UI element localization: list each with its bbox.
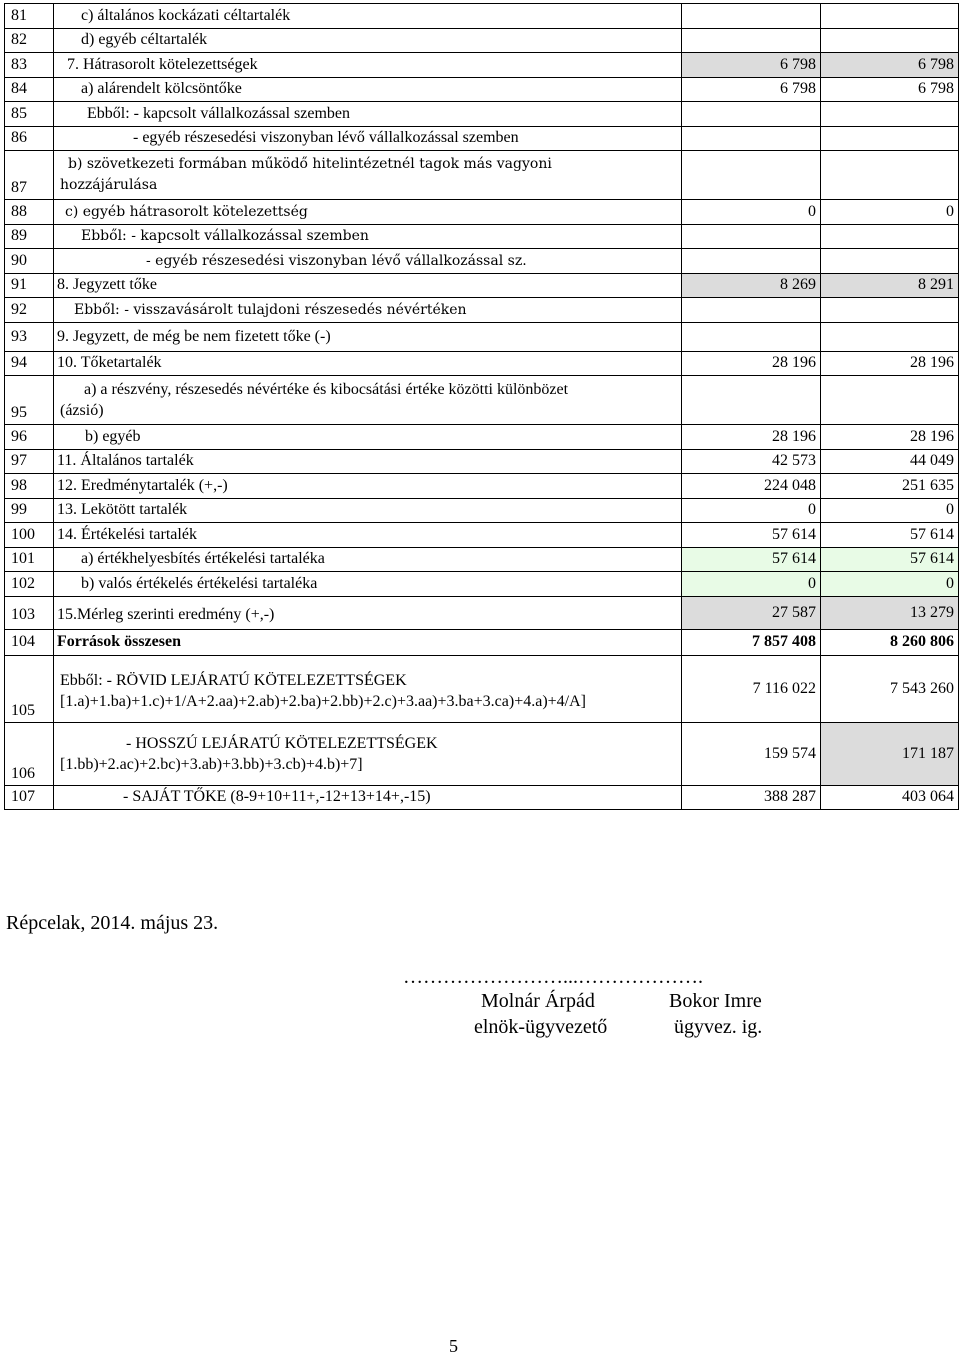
row-description: d) egyéb céltartalék — [54, 28, 682, 53]
table-row — [5, 572, 959, 597]
value-col1: 388 287 — [682, 785, 821, 810]
value-col1: 8 269 — [682, 273, 821, 298]
row-description: b) egyéb — [54, 425, 682, 450]
value-col2 — [821, 102, 959, 127]
table-row — [5, 596, 959, 629]
table-row — [5, 53, 959, 78]
row-description: 7. Hátrasorolt kötelezettségek — [54, 53, 682, 78]
row-number: 106 — [5, 722, 54, 785]
signer2-title: ügyvez. ig. — [674, 1016, 763, 1038]
value-col1: 42 573 — [682, 449, 821, 474]
description-line-1: - HOSSZÚ LEJÁRATÚ KÖTELEZETTSÉGEK — [126, 734, 438, 752]
row-description: c) egyéb hátrasorolt kötelezettség — [54, 200, 682, 225]
value-col1: 224 048 — [682, 474, 821, 499]
table-row — [5, 547, 959, 572]
table-row — [5, 322, 959, 351]
row-number: 104 — [5, 629, 54, 655]
row-number: 99 — [5, 498, 54, 523]
row-description: a) alárendelt kölcsöntőke — [54, 77, 682, 102]
value-col2 — [821, 249, 959, 274]
table-row — [5, 655, 959, 722]
table-row — [5, 273, 959, 298]
value-col1: 159 574 — [682, 722, 821, 785]
row-description: - egyéb részesedési viszonyban lévő vállalkozással sz. — [54, 249, 682, 274]
value-col2: 8 291 — [821, 273, 959, 298]
table-row — [5, 351, 959, 376]
value-col2: 6 798 — [821, 53, 959, 78]
row-number: 103 — [5, 596, 54, 629]
row-number: 92 — [5, 298, 54, 323]
value-col2: 28 196 — [821, 425, 959, 450]
row-description: Ebből: - kapcsolt vállalkozással szemben — [54, 102, 682, 127]
row-number: 83 — [5, 53, 54, 78]
value-col1: 0 — [682, 200, 821, 225]
signer1-title: elnök-ügyvezető — [474, 1016, 608, 1038]
table-row — [5, 376, 959, 425]
table-row — [5, 4, 959, 29]
table-row — [5, 28, 959, 53]
row-description: b) valós értékelés értékelési tartaléka — [54, 572, 682, 597]
value-col1: 28 196 — [682, 351, 821, 376]
value-col1: 6 798 — [682, 53, 821, 78]
row-number: 100 — [5, 523, 54, 548]
row-number: 89 — [5, 224, 54, 249]
row-number: 95 — [5, 376, 54, 425]
table-row — [5, 102, 959, 127]
row-number: 88 — [5, 200, 54, 225]
row-number: 81 — [5, 4, 54, 29]
description-line-2: [1.bb)+2.ac)+2.bc)+3.ab)+3.bb)+3.cb)+4.b)+7] — [60, 755, 363, 773]
table-row — [5, 629, 959, 655]
value-col1: 7 857 408 — [682, 629, 821, 655]
row-description: 11. Általános tartalék — [54, 449, 682, 474]
row-number: 91 — [5, 273, 54, 298]
table-row — [5, 151, 959, 200]
row-number: 90 — [5, 249, 54, 274]
value-col2: 0 — [821, 200, 959, 225]
value-col2: 403 064 — [821, 785, 959, 810]
row-description: 9. Jegyzett, de még be nem fizetett tőke (-) — [54, 322, 682, 351]
value-col1: 57 614 — [682, 547, 821, 572]
value-col2: 171 187 — [821, 722, 959, 785]
table-row — [5, 298, 959, 323]
value-col1 — [682, 224, 821, 249]
row-number: 93 — [5, 322, 54, 351]
table-row — [5, 523, 959, 548]
value-col1 — [682, 102, 821, 127]
value-col2: 57 614 — [821, 523, 959, 548]
row-description: Ebből: - visszavásárolt tulajdoni részesedés névértéken — [54, 298, 682, 323]
row-description — [54, 151, 682, 200]
row-number: 98 — [5, 474, 54, 499]
row-description — [54, 376, 682, 425]
value-col2 — [821, 126, 959, 151]
row-description: 8. Jegyzett tőke — [54, 273, 682, 298]
value-col2 — [821, 224, 959, 249]
value-col2: 8 260 806 — [821, 629, 959, 655]
row-description: 10. Tőketartalék — [54, 351, 682, 376]
row-number: 94 — [5, 351, 54, 376]
row-number: 97 — [5, 449, 54, 474]
value-col2: 6 798 — [821, 77, 959, 102]
row-number: 101 — [5, 547, 54, 572]
row-description: - SAJÁT TŐKE (8-9+10+11+,-12+13+14+,-15) — [54, 785, 682, 810]
value-col2: 251 635 — [821, 474, 959, 499]
value-col2 — [821, 322, 959, 351]
row-number: 102 — [5, 572, 54, 597]
row-description: a) értékhelyesbítés értékelési tartaléka — [54, 547, 682, 572]
row-description — [54, 722, 682, 785]
signer1-name: Molnár Árpád — [481, 990, 595, 1012]
value-col2 — [821, 4, 959, 29]
page-number: 5 — [449, 1336, 458, 1356]
value-col1 — [682, 151, 821, 200]
value-col2: 44 049 — [821, 449, 959, 474]
table-row — [5, 785, 959, 810]
row-description: Források összesen — [54, 629, 682, 655]
row-number: 86 — [5, 126, 54, 151]
description-line-1: b) szövetkezeti formában működő hitelintézetnél tagok más vagyoni — [68, 156, 552, 172]
row-number: 107 — [5, 785, 54, 810]
value-col2: 28 196 — [821, 351, 959, 376]
row-description: Ebből: - kapcsolt vállalkozással szemben — [54, 224, 682, 249]
description-line-1: a) a részvény, részesedés névértéke és kibocsátási értéke közötti különbözet — [84, 381, 569, 398]
value-col2: 0 — [821, 572, 959, 597]
description-line-2: hozzájárulása — [60, 177, 158, 193]
description-line-1: Ebből: - RÖVID LEJÁRATÚ KÖTELEZETTSÉGEK — [60, 671, 407, 689]
place-and-date: Répcelak, 2014. május 23. — [6, 912, 219, 934]
value-col2: 13 279 — [821, 596, 959, 629]
value-col1: 0 — [682, 572, 821, 597]
value-col1 — [682, 322, 821, 351]
table-row — [5, 249, 959, 274]
row-description: - egyéb részesedési viszonyban lévő vállalkozással szemben — [54, 126, 682, 151]
value-col2: 0 — [821, 498, 959, 523]
row-description: 14. Értékelési tartalék — [54, 523, 682, 548]
value-col1 — [682, 4, 821, 29]
value-col1 — [682, 249, 821, 274]
table-row — [5, 77, 959, 102]
signer2-name: Bokor Imre — [669, 990, 762, 1012]
table-row — [5, 449, 959, 474]
description-line-2: [1.a)+1.ba)+1.c)+1/A+2.aa)+2.ab)+2.ba)+2.bb)+2.c)+3.aa)+3.ba+3.ca)+4.a)+4/A] — [60, 692, 586, 710]
value-col1: 57 614 — [682, 523, 821, 548]
value-col2: 7 543 260 — [821, 655, 959, 722]
value-col1 — [682, 376, 821, 425]
value-col1 — [682, 298, 821, 323]
table-row — [5, 126, 959, 151]
description-line-2: (ázsió) — [60, 402, 104, 419]
value-col1 — [682, 126, 821, 151]
row-description: 13. Lekötött tartalék — [54, 498, 682, 523]
table-row — [5, 722, 959, 785]
table-row — [5, 425, 959, 450]
row-number: 85 — [5, 102, 54, 127]
row-number: 87 — [5, 151, 54, 200]
row-description — [54, 655, 682, 722]
value-col1 — [682, 28, 821, 53]
value-col1: 0 — [682, 498, 821, 523]
row-number: 96 — [5, 425, 54, 450]
value-col1: 27 587 — [682, 596, 821, 629]
value-col2 — [821, 376, 959, 425]
row-number: 84 — [5, 77, 54, 102]
table-row — [5, 200, 959, 225]
row-description: 15.Mérleg szerinti eredmény (+,-) — [54, 596, 682, 629]
balance-sheet-table — [4, 3, 959, 810]
value-col2: 57 614 — [821, 547, 959, 572]
value-col1: 28 196 — [682, 425, 821, 450]
value-col2 — [821, 28, 959, 53]
row-description: c) általános kockázati céltartalék — [54, 4, 682, 29]
value-col2 — [821, 298, 959, 323]
row-number: 105 — [5, 655, 54, 722]
value-col1: 6 798 — [682, 77, 821, 102]
table-row — [5, 474, 959, 499]
table-row — [5, 498, 959, 523]
table-row — [5, 224, 959, 249]
value-col2 — [821, 151, 959, 200]
signature-line: ……………………...………………. — [403, 966, 703, 988]
value-col1: 7 116 022 — [682, 655, 821, 722]
row-number: 82 — [5, 28, 54, 53]
row-description: 12. Eredménytartalék (+,-) — [54, 474, 682, 499]
